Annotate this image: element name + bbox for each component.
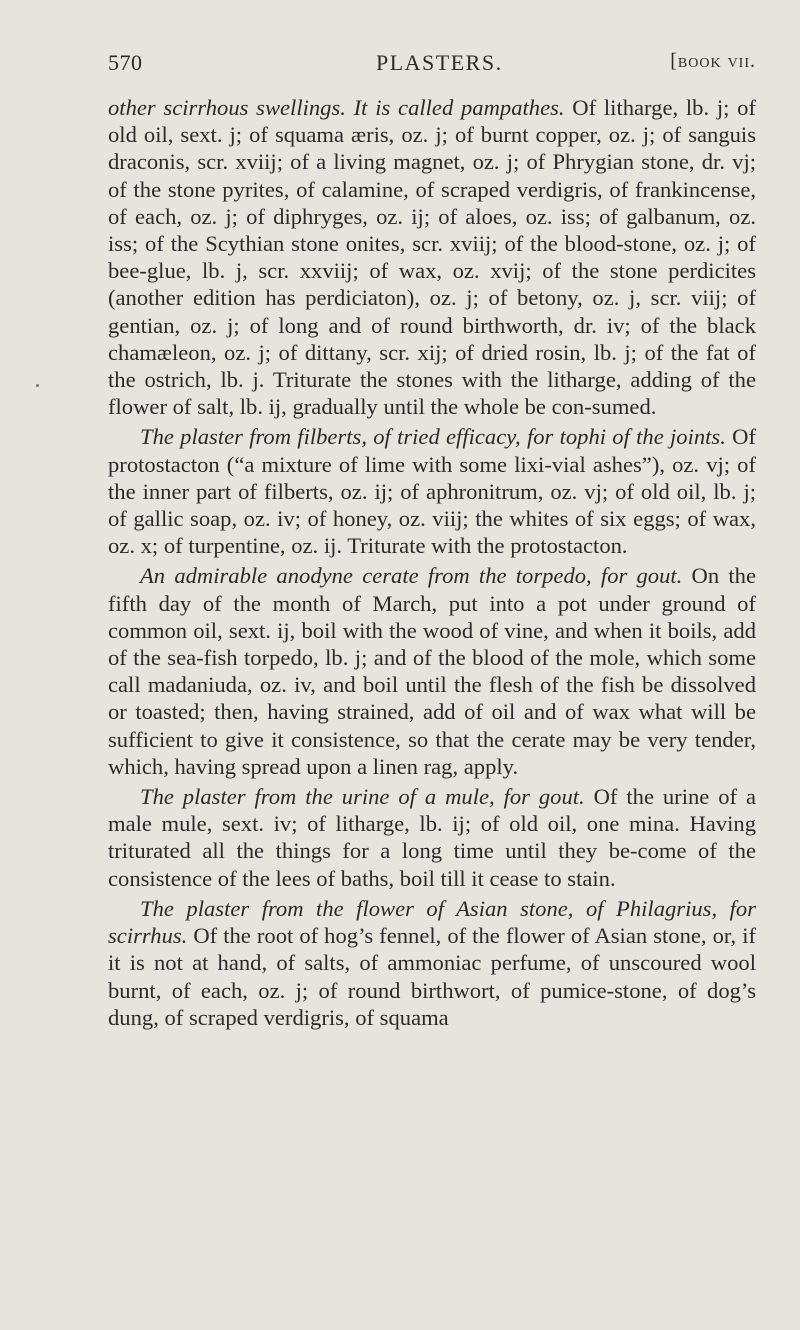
paragraph-mule-urine-plaster — [108, 783, 756, 892]
paragraph-filberts-plaster — [108, 423, 756, 559]
paragraph-torpedo-cerate — [108, 562, 756, 780]
paragraph-text: Of the root of hog’s fennel, of the flower of Asian stone, or, if it is not at hand, of salts, of ammoniac perfume, of unscoured wool burnt, of each, oz. j; of round birthwort, of pumice-stone, of dog’s dung, of scraped verdigris, of squama — [108, 923, 756, 1030]
paragraph-continuation — [108, 94, 756, 420]
page-number: 570 — [108, 50, 143, 75]
paragraph-heading: The plaster from filberts, of tried efficacy, for tophi of the joints. — [140, 424, 726, 450]
running-head — [108, 42, 756, 82]
body-text — [108, 94, 756, 1031]
paragraph-text: Of litharge, lb. j; of old oil, sext. j; of squama æris, oz. j; of burnt copper, oz. j; of sanguis draconis, scr. xviij; of a living magnet, oz. j; of Phrygian stone, dr. vj; of the stone pyrites, of calamine, of scraped verdigris, of frankincense, of each, oz. j; of diphryges, oz. ij; of aloes, oz. iss; of galbanum, oz. iss; of the Scythian stone onites, scr. xviij; of the blood-stone, oz. j; of bee-glue, lb. j, scr. xxviij; of wax, oz. xvij; of the stone perdicites (another edition has perdiciaton), oz. j; of betony, oz. j, scr. viij; of gentian, oz. j; of long and of round birthworth, dr. iv; of the black chamæleon, oz. j; of dittany, scr. xij; of dried rosin, lb. j; of the fat of the ostrich, lb. j. Triturate the stones with the litharge, adding of the flower of salt, lb. ij, gradually until the whole be con-sumed. — [108, 95, 756, 420]
paragraph-text: Of protostacton (“a mixture of lime with some lixi-vial ashes”), oz. vj; of the inner part of filberts, oz. ij; of aphronitrum, oz. vj; of old oil, lb. j; of gallic soap, oz. iv; of honey, oz. viij; the whites of six eggs; of wax, oz. x; of turpentine, oz. ij. Triturate with the protostacton. — [108, 424, 756, 559]
running-title: PLASTERS. — [376, 50, 503, 75]
paragraph-text: On the fifth day of the month of March, put into a pot under ground of common oil, sext. ij, boil with the wood of vine, and when it boils, add of the sea-fish torpedo, lb. j; and of the blood of the mole, which some call madaniuda, oz. iv, and boil until the flesh of the fish be dissolved or toasted; then, having strained, add of oil and of wax what will be sufficient to give it consistence, so that the cerate may be very tender, which, having spread upon a linen rag, apply. — [108, 563, 756, 779]
paragraph-heading: The plaster from the urine of a mule, for gout. — [140, 784, 585, 810]
paragraph-heading: The plaster from the flower of Asian stone, of Philagrius, for scirrhus. — [108, 895, 756, 949]
book-reference: [book vii. — [670, 50, 756, 72]
paragraph-heading: An admirable anodyne cerate from the torpedo, for gout. — [140, 563, 683, 589]
paragraph-text: Of the urine of a male mule, sext. iv; of litharge, lb. ij; of old oil, one mina. Having triturated all the things for a long time until they be-come of the consistence of the lees of baths, boil till it cease to stain. — [108, 784, 756, 891]
paragraph-heading: other scirrhous swellings. It is called pampathes. — [108, 95, 565, 120]
paragraph-asian-stone-plaster — [108, 895, 756, 1031]
ink-speck — [36, 384, 39, 387]
